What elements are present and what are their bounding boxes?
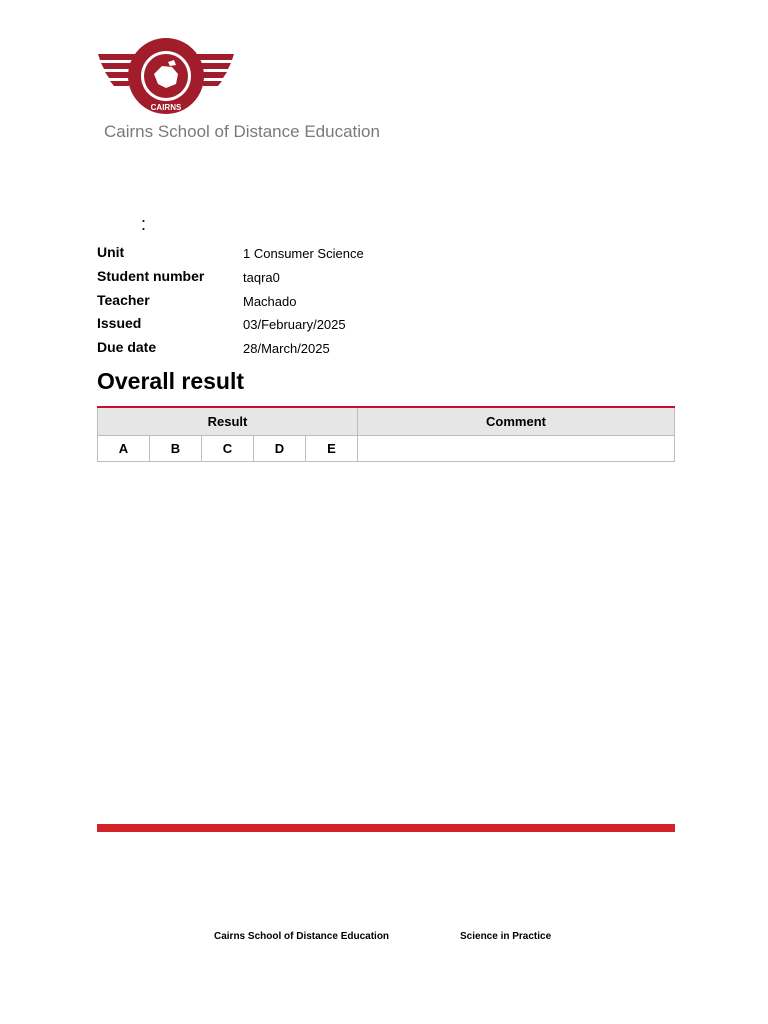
info-label: Teacher (97, 292, 150, 308)
grade-cell-c[interactable]: C (202, 436, 254, 462)
comment-cell[interactable] (358, 436, 675, 462)
logo-city-text: CAIRNS (150, 103, 182, 112)
footer-divider-bar (97, 824, 675, 832)
overall-result-heading: Overall result (97, 368, 245, 394)
grade-cell-b[interactable]: B (150, 436, 202, 462)
info-row-issued (97, 315, 597, 337)
result-header: Result (98, 407, 358, 436)
grade-cell-d[interactable]: D (254, 436, 306, 462)
info-value: 28/March/2025 (243, 341, 330, 356)
info-value: taqra0 (243, 270, 280, 285)
school-name: Cairns School of Distance Education (104, 122, 380, 141)
result-table (97, 406, 675, 462)
title-colon: : (141, 214, 147, 234)
info-row-teacher (97, 292, 597, 314)
comment-header: Comment (358, 407, 675, 436)
info-label: Issued (97, 315, 142, 331)
footer-subject: Science in Practice (460, 931, 552, 942)
info-label: Student number (97, 268, 205, 284)
info-value: 1 Consumer Science (243, 246, 364, 261)
result-table-header-row (98, 407, 675, 436)
footer-school-name: Cairns School of Distance Education (214, 931, 390, 942)
info-value: Machado (243, 294, 297, 309)
info-row-student-number (97, 268, 597, 290)
info-value: 03/February/2025 (243, 317, 346, 332)
info-row-unit (97, 244, 597, 266)
grade-cell-a[interactable]: A (98, 436, 150, 462)
info-label: Due date (97, 339, 157, 355)
grade-cell-e[interactable]: E (306, 436, 358, 462)
info-row-due-date (97, 339, 597, 361)
grade-row (98, 436, 675, 462)
info-label: Unit (97, 244, 125, 260)
school-logo (96, 36, 236, 120)
